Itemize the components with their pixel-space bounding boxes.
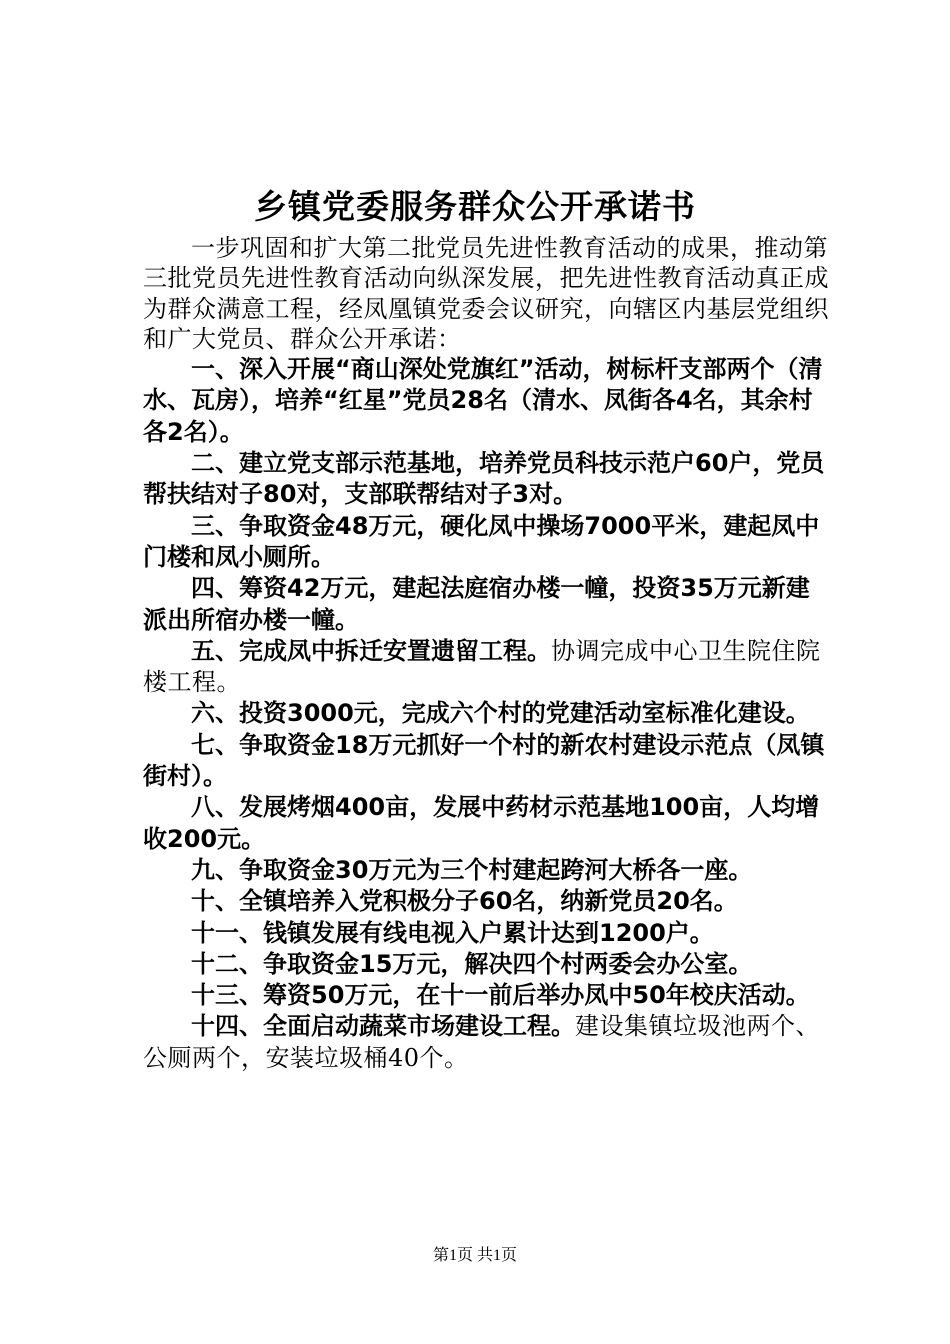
pledge-item-9 [143, 855, 833, 886]
pledge-item-14 [143, 1011, 833, 1074]
pledge-item-10 [143, 886, 833, 917]
pledge-item-text: 七、争取资金18万元抓好一个村的新农村建设示范点（凤镇街村）。 [143, 730, 825, 791]
pledge-item-text: 十一、钱镇发展有线电视入户累计达到1200户。 [191, 918, 714, 947]
pledge-item-12 [143, 949, 833, 980]
pledge-item-11 [143, 918, 833, 949]
pledge-item-text: 十、全镇培养入党积极分子60名，纳新党员20名。 [191, 887, 738, 916]
pledge-item-text: 九、争取资金30万元为三个村建起跨河大桥各一座。 [191, 855, 753, 884]
pledge-item-7 [143, 730, 833, 793]
pledge-item-5 [143, 636, 833, 699]
pledge-item-text: 二、建立党支部示范基地，培养党员科技示范户60户，党员帮扶结对子80对，支部联帮结对子3对。 [143, 449, 825, 509]
pledge-item-8 [143, 792, 833, 855]
intro-paragraph: 一步巩固和扩大第二批党员先进性教育活动的成果，推动第三批党员先进性教育活动向纵深发展，把先进性教育活动真正成为群众满意工程，经凤凰镇党委会议研究，向辖区内基层党组织和广大党员、群众公开承诺： [143, 234, 829, 353]
pledge-item-2 [143, 448, 833, 511]
pledge-item-text: 十三、筹资50万元，在十一前后举办凤中50年校庆活动。 [191, 981, 810, 1010]
page-footer: 第1页 共1页 [432, 1247, 517, 1264]
pledge-item-text: 十二、争取资金15万元，解决四个村两委会办公室。 [191, 949, 753, 978]
document-title: 乡镇党委服务群众公开承诺书 [254, 187, 696, 226]
pledge-item-text: 一、深入开展“商山深处党旗红”活动，树标杆支部两个（清水、瓦房），培养“红星”党员28名（清水、凤街各4名，其余村各2名）。 [143, 355, 823, 446]
pledge-item-13 [143, 980, 833, 1011]
pledge-item-4 [143, 573, 833, 636]
pledge-item-text: 六、投资3000元，完成六个村的党建活动室标准化建设。 [191, 699, 810, 728]
pledge-item-text: 十四、全面启动蔬菜市场建设工程。 [191, 1012, 575, 1041]
pledge-item-text: 五、完成凤中拆迁安置遗留工程。 [191, 636, 551, 665]
pledge-item-text: 八、发展烤烟400亩，发展中药材示范基地100亩，人均增收200元。 [143, 793, 820, 853]
document-body [143, 233, 833, 1074]
pledge-item-text: 三、争取资金48万元，硬化凤中操场7000平米，建起凤中门楼和凤小厕所。 [143, 511, 820, 571]
pledge-item-text: 四、筹资42万元，建起法庭宿办楼一幢，投资35万元新建派出所宿办楼一幢。 [143, 574, 810, 634]
pledge-item-6 [143, 698, 833, 729]
pledge-item-1 [143, 354, 833, 448]
pledge-item-extra-text: 协调完成中心卫生院住院楼工程。 [143, 636, 821, 697]
pledge-item-extra-text: 建设集镇垃圾池两个、公厕两个，安装垃圾桶40个。 [143, 1012, 820, 1072]
pledge-item-3 [143, 511, 833, 574]
